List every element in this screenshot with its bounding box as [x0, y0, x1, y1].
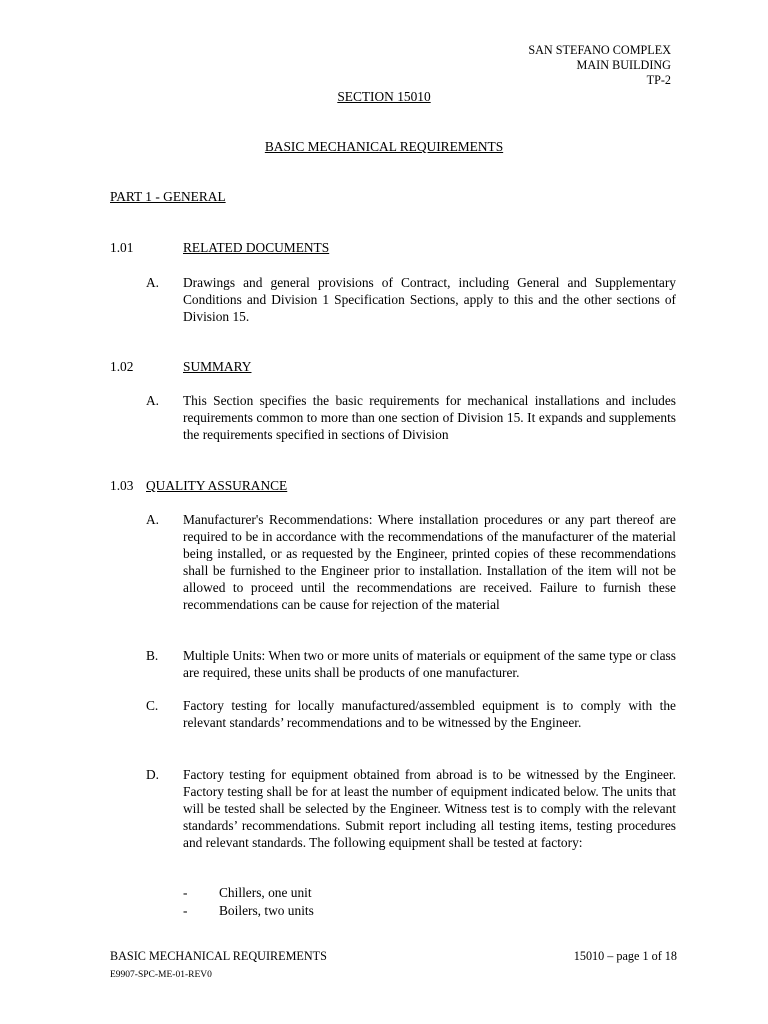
- item-letter: A.: [146, 393, 160, 408]
- item-letter: B.: [146, 648, 159, 663]
- item-letter: C.: [146, 698, 159, 713]
- header-building: MAIN BUILDING: [576, 58, 671, 72]
- paragraph-summary: This Section specifies the basic requirements for mechanical installations and includes requirements common to more than one section of Division 15. It expands and supplements the requirements specified in sections of Division: [183, 393, 676, 442]
- section-number-1-01: 1.01: [110, 240, 134, 255]
- section-heading-quality-assurance: QUALITY ASSURANCE: [146, 478, 288, 493]
- header-project: SAN STEFANO COMPLEX: [528, 43, 671, 57]
- footer-document-code: E9907-SPC-ME-01-REV0: [110, 970, 212, 980]
- bullet-item-chillers: Chillers, one unit: [219, 885, 312, 900]
- header-code: TP-2: [646, 73, 671, 87]
- section-number-1-03: 1.03: [110, 478, 134, 493]
- paragraph-multiple-units: Multiple Units: When two or more units of materials or equipment of the same type or class are required, these units shall be products of one manufacturer.: [183, 648, 676, 680]
- part-title: PART 1 - GENERAL: [110, 189, 226, 204]
- bullet-dash: -: [183, 903, 188, 918]
- section-title-wrap: [0, 88, 768, 105]
- item-letter: A.: [146, 512, 160, 527]
- section-number-1-02: 1.02: [110, 359, 134, 374]
- doc-title: BASIC MECHANICAL REQUIREMENTS: [264, 139, 504, 154]
- paragraph-related-documents: Drawings and general provisions of Contract, including General and Supplementary Conditions and Division 1 Specification Sections, apply to this and the other sections of Division 15.: [183, 275, 676, 324]
- header-block: [528, 43, 671, 88]
- paragraph-abroad-factory-testing: Factory testing for equipment obtained from abroad is to be witnessed by the Engineer. Factory testing shall be for at least the number of equipment indicated below. The units that will be tested shall be selected by the Engineer. Witness test is to comply with the relevant standards’ recommendations. Submit report including all testing items, testing procedures and relevant standards. The following equipment shall be tested at factory:: [183, 767, 676, 850]
- paragraph-local-factory-testing: Factory testing for locally manufactured/assembled equipment is to comply with the relevant standards’ recommendations and to be witnessed by the Engineer.: [183, 698, 676, 730]
- footer-page-number: 15010 – page 1 of 18: [573, 949, 677, 963]
- bullet-dash: -: [183, 885, 188, 900]
- paragraph-manufacturer-recommendations: Manufacturer's Recommendations: Where installation procedures or any part thereof are required to be in accordance with the recommendations of the manufacturer of the material being installed, or as requested by the Engineer, printed copies of these recommendations shall be furnished to the Engineer prior to installation. Installation of the item will not be allowed to proceed until the recommendations are received. Failure to furnish these recommendations can be cause for rejection of the material: [183, 512, 676, 612]
- bullet-item-boilers: Boilers, two units: [219, 903, 314, 918]
- section-heading-related-documents: RELATED DOCUMENTS: [183, 240, 330, 255]
- footer-title: BASIC MECHANICAL REQUIREMENTS: [110, 949, 327, 963]
- section-title: SECTION 15010: [337, 89, 431, 104]
- doc-title-wrap: [0, 138, 768, 155]
- item-letter: A.: [146, 275, 160, 290]
- section-heading-summary: SUMMARY: [183, 359, 252, 374]
- item-letter: D.: [146, 767, 160, 782]
